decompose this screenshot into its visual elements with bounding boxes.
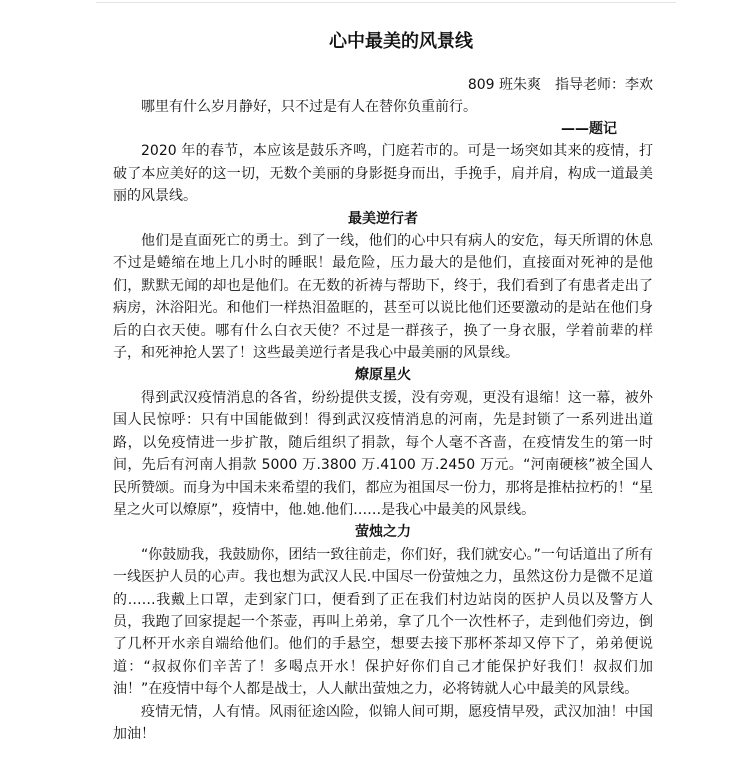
section-heading: 最美逆行者 [348, 210, 418, 227]
section-heading: 萤烛之力 [355, 524, 411, 541]
epigraph: 哪里有什么岁月静好，只不过是有人在替你负重前行。 [141, 99, 477, 115]
section-paragraph: 他们是直面死亡的勇士。到了一线，他们的心中只有病人的安危，每天所谓的休息不过是蜷缩在地上几小时的睡眠！最危险，压力最大的是他们，直接面对死神的是他们，默默无闻的却也是他们。在无数的祈祷与帮助下，终于，我们看到了有患者走出了病房，沐浴阳光。和他们一样热泪盈眶的，甚至可以说比他们还要激动的是站在他们身后的白衣天使。哪有什么白衣天使？不过是一群孩子，换了一身衣服，学着前辈的样子，和死神抢人罢了！这些最美逆行者是我心中最美丽的风景线。 [113, 233, 653, 362]
essay-content [113, 28, 653, 745]
essay-title: 心中最美的风景线 [329, 31, 473, 52]
author-byline: 809 班朱爽 指导老师：李欢 [467, 77, 653, 93]
section-paragraph: 得到武汉疫情消息的各省，纷纷提供支援，没有旁观，更没有退缩！这一幕，被外国人民惊呼：只有中国能做到！得到武汉疫情消息的河南，先是封锁了一系列进出道路，以免疫情进一步扩散，随后组织了捐款，每个人毫不吝啬，在疫情发生的第一时间，先后有河南人捐款 5000 万.3800 万.4100 万.2450 万元。“河南硬核”被全国人民所赞颂。而身为中国未来希望的我们，都应为祖国尽一份力，那将是推枯拉朽的！“星星之火可以燎原”，疫情中，他.她.他们……是我心中最美的风景线。 [113, 389, 653, 518]
closing-paragraph: 疫情无情，人有情。风雨征途凶险，似锦人间可期，愿疫情早殁，武汉加油！中国加油！ [113, 703, 653, 742]
section-paragraph: “你鼓励我，我鼓励你，团结一致往前走，你们好，我们就安心。”一句话道出了所有一线医护人员的心声。我也想为武汉人民.中国尽一份萤烛之力，虽然这份力是微不足道的……我戴上口罩，走到家门口，便看到了正在我们村边站岗的医护人员以及警方人员，我跑了回家提起一个茶壶，再叫上弟弟，拿了几个一次性杯子，走到他们旁边，倒了几杯开水亲自端给他们。他们的手悬空，想要去接下那杯茶却又停下了，弟弟便说道：“叔叔你们辛苦了！多喝点开水！保护好你们自己才能保护好我们！叔叔们加油！”在疫情中每个人都是战士，人人献出萤烛之力，必将铸就人心中最美的风景线。 [113, 546, 653, 698]
section-heading: 燎原星火 [355, 367, 411, 384]
epigraph-signature: ——题记 [561, 121, 617, 138]
page-top-edge-line [96, 2, 676, 3]
intro-paragraph: 2020 年的春节，本应该是鼓乐齐鸣，门庭若市的。可是一场突如其来的疫情，打破了本应美好的这一切，无数个美丽的身影挺身而出，手挽手，肩并肩，构成一道最美丽的风景线。 [113, 143, 653, 205]
